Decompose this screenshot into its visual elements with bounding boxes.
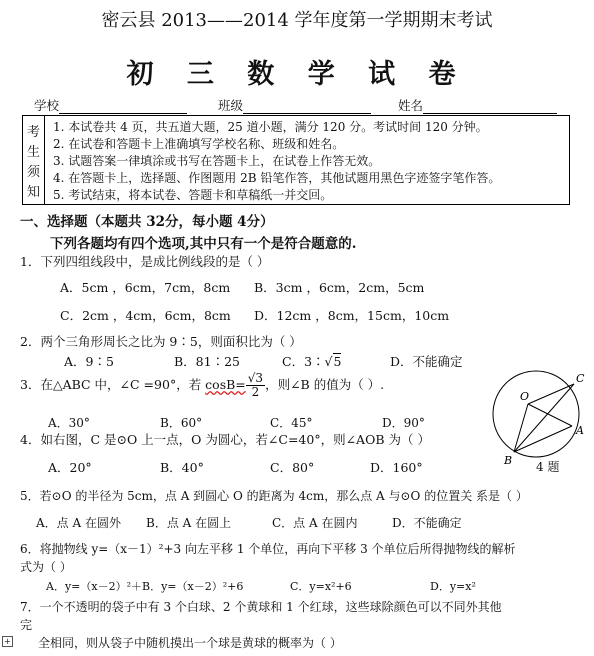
point-c-label: C [576,372,585,385]
name-label: 姓名 [398,98,424,113]
q2-option-a: A．9∶5 [64,354,114,369]
q1-option-c: C．2cm ，4cm，6cm，8cm [60,308,231,323]
notice-item: 2. 在试卷和答题卡上准确填写学校名称、班级和姓名。 [53,137,345,151]
name-line [423,99,557,114]
notice-head-char: 须 [26,164,40,180]
q3-stem-prefix: 3．在△ABC 中，∠C =90°，若 [20,377,206,393]
class-field [218,96,371,114]
q2-option-d: D．不能确定 [390,354,463,369]
notice-item: 1. 本试卷共 4 页，共五道大题，25 道小题，满分 120 分。考试时间 120 分钟。 [53,120,488,134]
paper-title: 初 三 数 学 试 卷 [126,59,468,90]
question-6-stem-line2: 式为（ ） [20,560,72,574]
q6-option-c: C．y=x²+6 [290,580,352,593]
q5-option-b: B．点 A 在圆上 [146,516,232,530]
q2-option-b: B．81∶25 [174,354,240,369]
name-field [398,96,557,114]
q3-option-a: A．30° [48,416,90,430]
q5-option-c: C．点 A 在圆内 [272,516,358,530]
q5-option-a: A．点 A 在圆外 [36,516,121,530]
q3-cos: cosB= [205,377,246,393]
table-move-handle-icon[interactable]: + [2,636,13,647]
q6-options-ab: A．y=（x－2）²＋B．y=（x－2）²+6 [46,580,244,593]
q4-option-a: A．20° [48,460,92,475]
notice-box [22,115,570,205]
notice-item: 3. 试题答案一律填涂或书写在答题卡上，在试卷上作答无效。 [53,154,381,168]
point-b-label: B [504,454,513,467]
question-5-stem: 5．若⊙O 的半径为 5cm，点 A 到圆心 O 的距离为 4cm，那么点 A 与⊙O 的位置关 系是（ ） [20,489,528,503]
question-7-stem-line1: 7．一个不透明的袋子中有 3 个白球、2 个黄球和 1 个红球，这些球除颜色可以不同外其他 [20,600,502,614]
question-2-stem: 2．两个三角形周长之比为 9∶5，则面积比为（ ） [20,334,302,349]
figure-line-oc [528,384,574,404]
point-a-label: A [576,424,584,437]
question-1-stem: 1．下列四组线段中，是成比例线段的是（ ） [20,254,270,269]
q3-fraction-denominator: 2 [251,385,260,400]
q2-option-c [282,352,341,370]
notice-head-char: 知 [26,184,40,200]
school-field [34,96,187,114]
exam-title: 密云县 2013——2014 学年度第一学期期末考试 [101,10,493,31]
question-4-stem: 4．如右图，C 是⊙O 上一点，O 为圆心，若∠C=40°，则∠AOB 为（ ） [20,432,430,447]
question-3-stem [20,372,384,399]
notice-head-char: 考 [26,124,40,140]
class-line [243,99,371,114]
q4-option-b: B．40° [160,460,204,475]
section-instruction: 下列各题均有四个选项,其中只有一个是符合题意的. [50,236,357,252]
q3-option-d: D．90° [382,416,425,430]
q1-option-a: A．5cm ，6cm，7cm，8cm [60,280,231,295]
point-o-label: O [520,390,530,403]
q3-option-b: B．60° [160,416,203,430]
figure-line-ab [514,426,572,452]
notice-head-char: 生 [26,144,40,160]
class-label: 班级 [218,98,244,113]
q6-option-d: D．y=x² [430,580,476,593]
question-7-stem-line2: 完 [20,618,33,632]
q3-stem-suffix: ，则∠B 的值为（ ）. [265,377,385,393]
notice-item: 4. 在答题卡上，选择题、作图题用 2B 铅笔作答，其他试题用黑色字迹签字笔作答。 [53,171,501,185]
figure-caption: 4 题 [536,460,560,474]
q2-option-c-prefix: C．3∶ [282,354,325,369]
q1-option-b: B．3cm ，6cm，2cm，5cm [254,280,425,295]
q2-option-c-radicand: 5 [333,354,342,369]
question-6-stem-line1: 6．将抛物线 y=（x－1）²+3 向左平移 1 个单位，再向下平移 3 个单位后所得抛物线的解析 [20,542,516,556]
figure-circle [493,371,579,457]
section-heading: 一、选择题（本题共 32分，每小题 4分） [20,214,274,230]
q1-option-d: D．12cm ，8cm，15cm，10cm [254,308,450,323]
q3-fraction [246,372,265,399]
q5-option-d: D．不能确定 [392,516,462,530]
notice-head [23,116,45,204]
school-label: 学校 [34,98,60,113]
q3-option-c: C．45° [270,416,313,430]
q4-option-d: D．160° [370,460,423,475]
q4-option-c: C．80° [270,460,315,475]
school-line [59,99,187,114]
notice-item: 5. 考试结束，将本试卷、答题卡和草稿纸一并交回。 [53,188,333,202]
figure-line-oa [528,404,572,426]
question-7-stem-line3: 全相同，则从袋子中随机摸出一个球是黄球的概率为（ ） [38,636,342,650]
sqrt-sign: √ [324,354,333,369]
q3-fraction-numerator: √3 [247,371,264,385]
